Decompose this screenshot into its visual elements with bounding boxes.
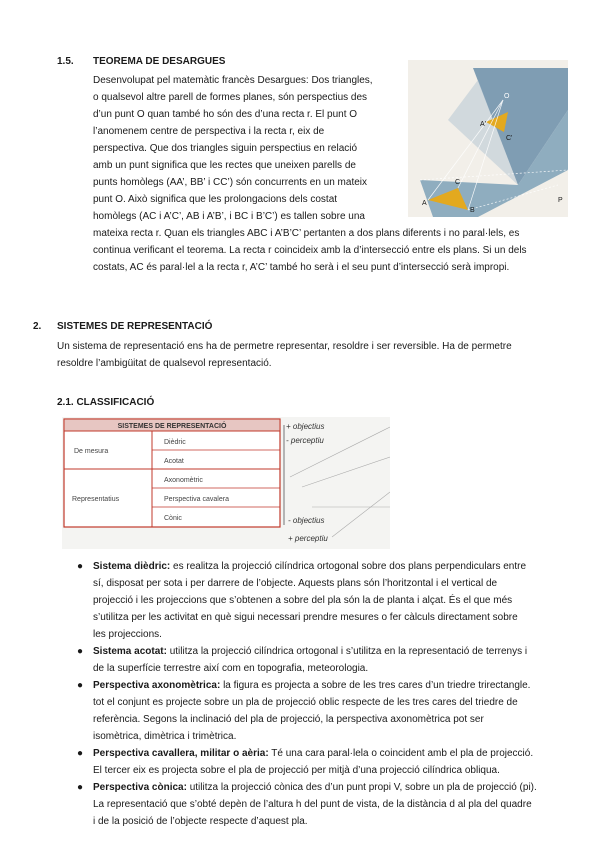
classification-table-image: [62, 417, 390, 549]
section-intro: [57, 338, 567, 372]
figure-label-b: B: [470, 207, 475, 214]
text-line: El tercer eix es projecta sobre el pla de projecció per mitjà d’una projecció cilíndrica obliqua.: [93, 765, 500, 776]
text-line: s’utilitza per les activitat en què sigui necessari prendre mesures o fer càlculs directament sobre: [93, 612, 518, 623]
text-line: punts homòlegs (AA’, BB’ i CC’) són concurrents en un mateix: [93, 177, 368, 188]
text-line: resoldre l’ambigüitat de qualsevol representació.: [57, 358, 272, 369]
text-line: perspectiva. Que dos triangles siguin perspectius en relació: [93, 143, 358, 154]
text-line: es realitza la projecció cilíndrica ortogonal sobre dos plans perpendiculars entre: [173, 561, 527, 572]
text-line: costats, AC és paral·lel a la recta r, A’C’ també ho serà i el seu punt d’intersecció serà impropi.: [93, 262, 510, 273]
table-header: SISTEMES DE REPRESENTACIÓ: [117, 423, 227, 430]
desargues-paragraph-continued: [93, 225, 563, 276]
bullet-icon: ●: [77, 680, 84, 691]
list-item: [75, 677, 573, 745]
table-item: Cònic: [164, 515, 182, 522]
handwritten-note: - objectius: [288, 516, 325, 525]
table-item: Axonomètric: [164, 477, 203, 484]
text-line: utilitza la projecció cilíndrica ortogonal i s’utilitza en la representació de terrenys i: [169, 646, 528, 657]
bullet-icon: ●: [77, 646, 84, 657]
list-item: [75, 643, 573, 677]
bullet-icon: ●: [77, 748, 84, 759]
list-item: [75, 779, 573, 830]
list-item: [75, 558, 573, 643]
text-line: amb un punt significa que les rectes que uneixen parells de: [93, 160, 356, 171]
text-line: les projeccions.: [93, 629, 162, 640]
text-line: de la superfície terrestre així com en topografia, meteorologia.: [93, 663, 369, 674]
text-line: mateixa recta r. Quan els triangles ABC i A’B’C’ pertanten a dos plans diferents i no paral·lels, es: [93, 228, 520, 239]
text-line: sí, disposat per sota i per darrere de l’objecte. Aquests plans són l’horitzontal i el vertical de: [93, 578, 498, 589]
text-line: o qualsevol altre parell de formes planes, són perspectius des: [93, 92, 368, 103]
text-line: i de la posició de l’objecte respecte d’aquest pla.: [93, 816, 308, 827]
section-title: SISTEMES DE REPRESENTACIÓ: [57, 321, 213, 332]
list-item-term: Sistema acotat:: [93, 646, 167, 657]
text-line: continua verificant el teorema. La recta r coincideix amb la d’intersecció entre els plans. Si un dels: [93, 245, 527, 256]
table-item: Dièdric: [164, 439, 186, 446]
table-item: Perspectiva cavalera: [164, 496, 229, 503]
section-number: 1.5.: [57, 56, 74, 67]
text-line: La representació que s’obté depèn de l’altura h del punt de vista, de la distància d al pla del quadre: [93, 799, 532, 810]
handwritten-note: + objectius: [286, 422, 325, 431]
figure-label-c-prime: C': [506, 135, 513, 142]
text-line: l’anomenem centre de perspectiva i la recta r, eix de: [93, 126, 325, 137]
text-line: d’un punt O quan també ho són des d’una recta r. El punt O: [93, 109, 358, 120]
text-line: Té una cara paral·lela o coincident amb el pla de projecció.: [271, 748, 534, 759]
text-line: homòlegs (AC i A’C’, AB i A’B’, i BC i B’C’) es tallen sobre una: [93, 211, 365, 222]
text-line: tot el conjunt es projecte sobre un pla de projecció oblic respecte de les tres cares del triedre de: [93, 697, 518, 708]
list-item-term: Perspectiva cònica:: [93, 782, 187, 793]
table-item: Acotat: [164, 458, 184, 465]
figure-label-a-prime: A': [480, 121, 487, 128]
systems-list: [75, 558, 573, 830]
figure-label-o: O: [504, 93, 510, 100]
desargues-figure: [408, 60, 568, 217]
list-item-term: Perspectiva cavallera, militar o aèria:: [93, 748, 269, 759]
table-group-representative: Representatius: [72, 496, 120, 503]
figure-label-c: C: [455, 179, 461, 186]
text-line: isomètrica, dimètrica i trimètrica.: [93, 731, 237, 742]
handwritten-note: - perceptiu: [286, 436, 324, 445]
figure-label-a: A: [422, 200, 427, 207]
desargues-paragraph: [93, 72, 405, 225]
bullet-icon: ●: [77, 782, 84, 793]
figure-label-p: P: [558, 197, 563, 204]
section-title: TEOREMA DE DESARGUES: [93, 56, 226, 67]
list-item-term: Perspectiva axonomètrica:: [93, 680, 221, 691]
subsection-title: 2.1. CLASSIFICACIÓ: [57, 397, 155, 408]
handwritten-note: + perceptiu: [288, 534, 328, 543]
table-group-measure: De mesura: [74, 448, 109, 455]
text-line: utilitza la projecció cònica des d’un punt propi V, sobre un pla de projecció (pi).: [189, 782, 537, 793]
list-item: [75, 745, 573, 779]
text-line: Un sistema de representació ens ha de permetre representar, resoldre i ser reversible. Ha de permetre: [57, 341, 512, 352]
text-line: Desenvolupat pel matemàtic francès Desargues: Dos triangles,: [93, 75, 373, 86]
section-number: 2.: [33, 321, 42, 332]
text-line: projecció i les projeccions que s’obtenen a sobre del pla són la de planta i alçat. És el que més: [93, 595, 513, 606]
text-line: punt O. Això significa que les prolongacions dels costat: [93, 194, 338, 205]
text-line: la figura es projecta a sobre de les tres cares d’un triedre trirectangle.: [223, 680, 531, 691]
bullet-icon: ●: [77, 561, 84, 572]
list-item-term: Sistema dièdric:: [93, 561, 171, 572]
text-line: referència. Segons la inclinació del pla de projecció, la perspectiva axonomètrica pot ser: [93, 714, 484, 725]
